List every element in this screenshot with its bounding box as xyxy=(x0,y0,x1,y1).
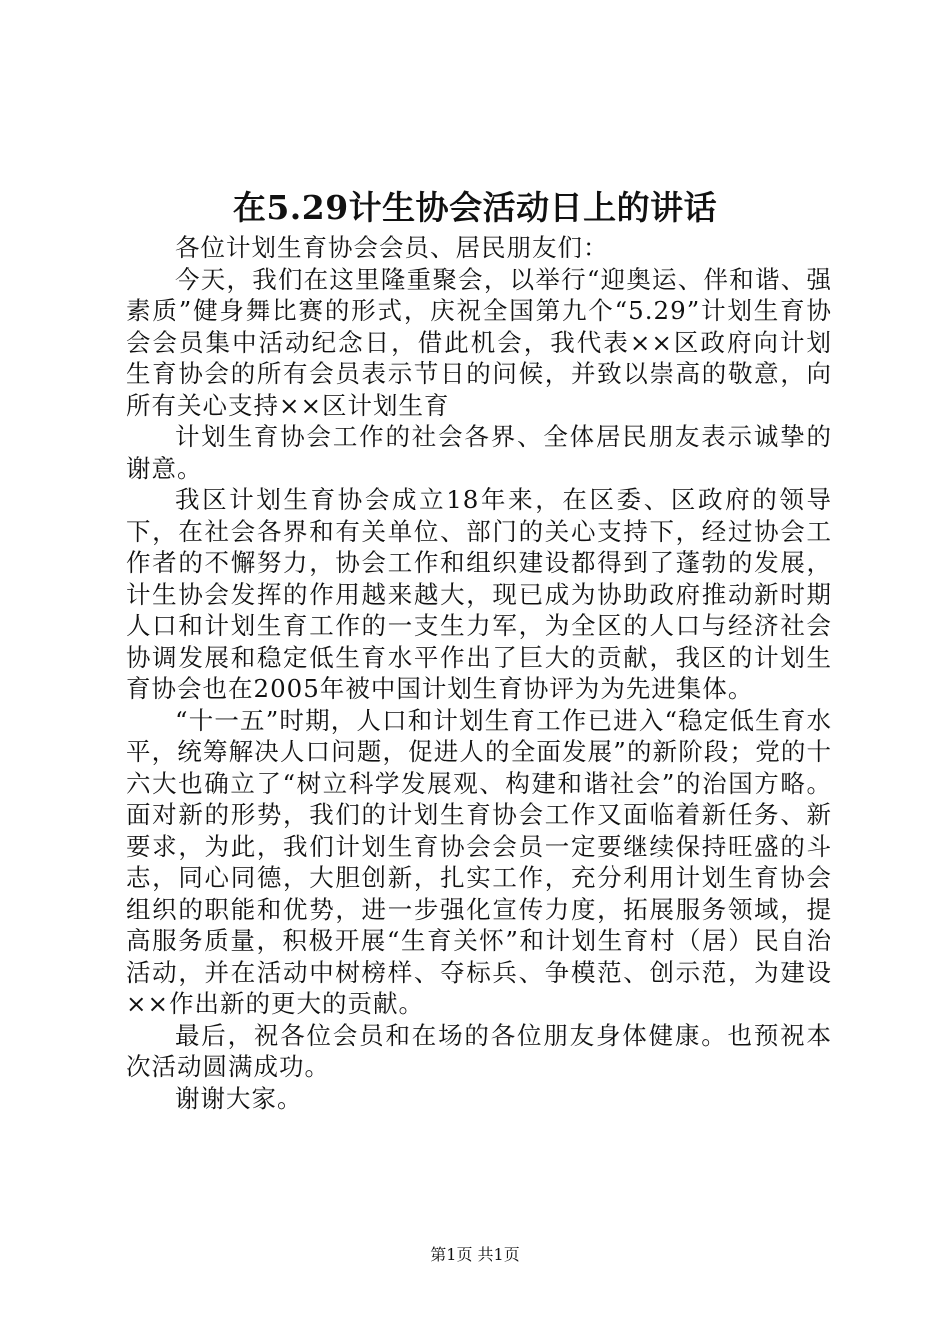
paragraph-salutation: 各位计划生育协会会员、居民朋友们： xyxy=(175,233,609,262)
paragraph-thanks: 计划生育协会工作的社会各界、全体居民朋友表示诚挚的谢意。 xyxy=(126,422,832,483)
paragraph-greeting: 今天，我们在这里隆重聚会，以举行“迎奥运、伴和谐、强素质”健身舞比赛的形式，庆祝全国第九个“5.29”计划生育协会会员集中活动纪念日，借此机会，我代表××区政府向计划生育协会的所有会员表示节日的问候，并致以崇高的敬意，向所有关心支持××区计划生育 xyxy=(126,264,832,420)
paragraph-closing: 谢谢大家。 xyxy=(175,1083,303,1113)
paragraph-wishes: 最后，祝各位会员和在场的各位朋友身体健康。也预祝本次活动圆满成功。 xyxy=(126,1020,832,1081)
page-footer: 第1页 共1页 xyxy=(430,1245,520,1264)
paragraph-achievements: 我区计划生育协会成立18年来，在区委、区政府的领导下，在社会各界和有关单位、部门的关心支持下，经过协会工作者的不懈努力，协会工作和组织建设都得到了蓬勃的发展，计生协会发挥的作用越来越大，现已成为协助政府推动新时期人口和计划生育工作的一支生力军，为全区的人口与经济社会协调发展和稳定低生育水平作出了巨大的贡献，我区的计划生育协会也在2005年被中国计划生育协评为为先进集体。 xyxy=(126,485,832,703)
document-body xyxy=(126,232,832,1114)
paragraph-new-tasks: “十一五”时期，人口和计划生育工作已进入“稳定低生育水平，统筹解决人口问题，促进人的全面发展”的新阶段；党的十六大也确立了“树立科学发展观、构建和谐社会”的治国方略。面对新的形势，我们的计划生育协会工作又面临着新任务、新要求，为此，我们计划生育协会会员一定要继续保持旺盛的斗志，同心同德，大胆创新，扎实工作，充分利用计划生育协会组织的职能和优势，进一步强化宣传力度，拓展服务领域，提高服务质量，积极开展“生育关怀”和计划生育村（居）民自治活动，并在活动中树榜样、夺标兵、争模范、创示范，为建设××作出新的更大的贡献。 xyxy=(126,705,832,1018)
document-title: 在5.29计生协会活动日上的讲话 xyxy=(232,188,718,227)
